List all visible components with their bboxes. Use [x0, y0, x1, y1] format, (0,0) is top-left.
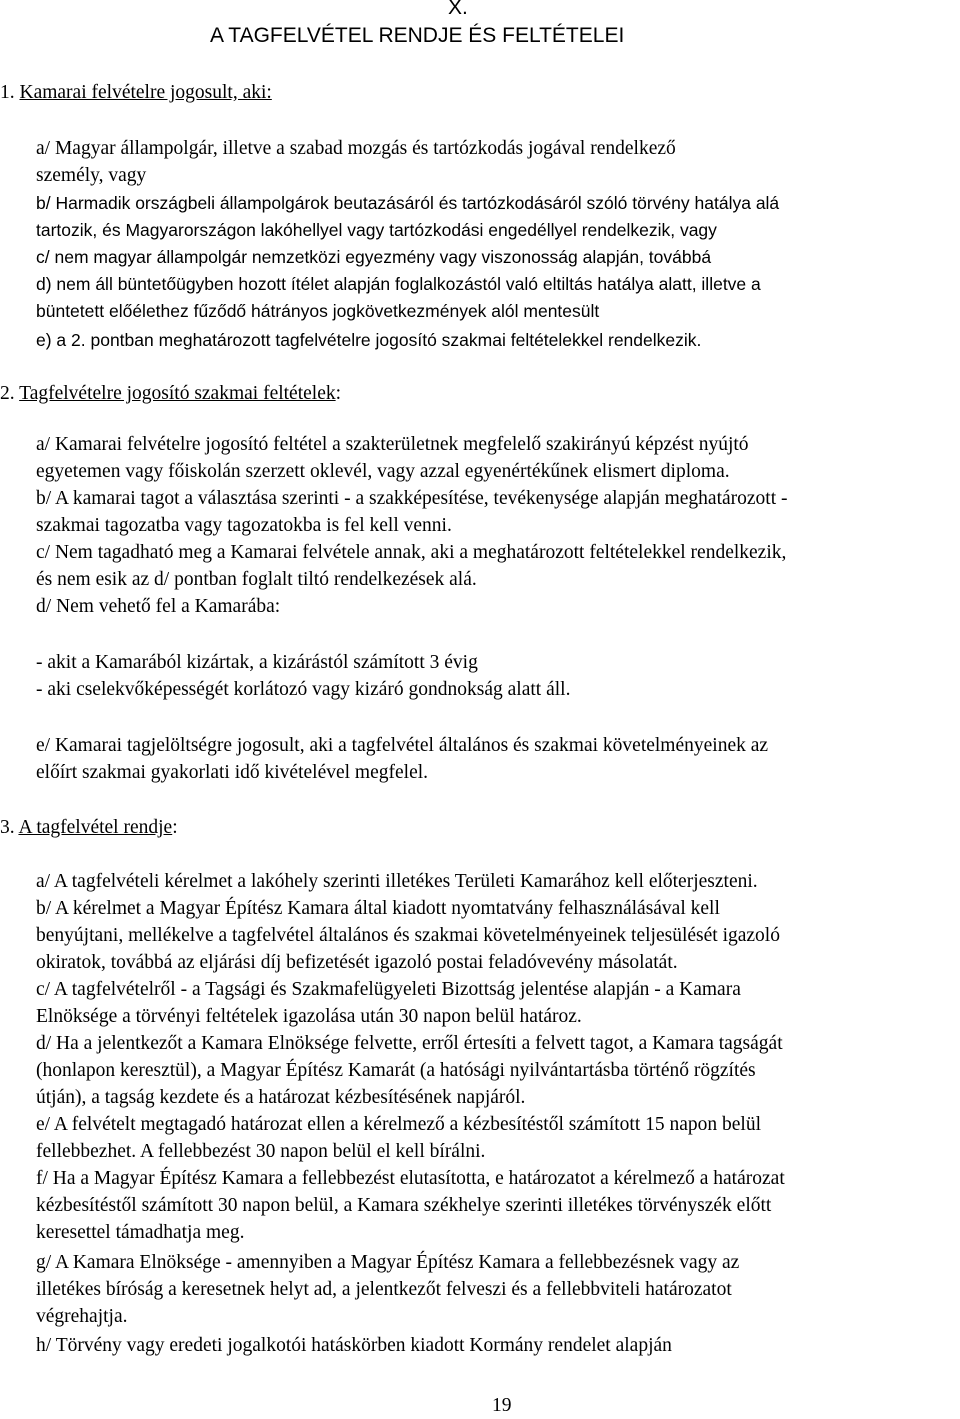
section-2-list-item: - aki cselekvőképességét korlátozó vagy kizáró gondnokság alatt áll. [36, 679, 571, 700]
section-3-line: g/ A Kamara Elnöksége - amennyiben a Magyar Építész Kamara a fellebbezésnek vagy az [36, 1252, 740, 1273]
page-number: 19 [492, 1395, 512, 1416]
section-3-title: A tagfelvétel rendje [18, 817, 173, 838]
section-3-line: benyújtani, mellékelve a tagfelvétel általános és szakmai követelményeinek teljesülését igazoló [36, 925, 780, 946]
section-3-line: a/ A tagfelvételi kérelmet a lakóhely szerinti illetékes Területi Kamarához kell előterjeszteni. [36, 871, 758, 892]
section-1-line: b/ Harmadik országbeli állampolgárok beutazásáról és tartózkodásáról szóló törvény hatálya alá [36, 193, 780, 213]
section-2-line: és nem esik az d/ pontban foglalt tiltó rendelkezések alá. [36, 569, 477, 590]
section-1-title: Kamarai felvételre jogosult, aki: [19, 82, 272, 103]
section-3-line: okiratok, továbbá az eljárási díj befizetését igazoló postai feladóvevény másolatát. [36, 952, 678, 973]
section-3-line: b/ A kérelmet a Magyar Építész Kamara által kiadott nyomtatvány felhasználásával kell [36, 898, 720, 919]
section-3-line: keresettel támadhatja meg. [36, 1222, 245, 1243]
section-1-line: d) nem áll büntetőügyben hozott ítélet alapján foglalkozástól való eltiltás hatálya alatt, illetve a [36, 274, 761, 294]
section-3-line: (honlapon keresztül), a Magyar Építész Kamarát (a hatósági nyilvántartásba történő rögzítés [36, 1060, 756, 1081]
section-3-line: illetékes bíróság a keresetnek helyt ad, a jelentkezőt felveszi és a fellebbviteli határozatot [36, 1279, 732, 1300]
section-2-line: d/ Nem vehető fel a Kamarába: [36, 596, 281, 617]
section-1-line: tartozik, és Magyarországon lakóhellyel vagy tartózkodási engedéllyel rendelkezik, vagy [36, 220, 717, 240]
section-3-line: Elnöksége a törvényi feltételek igazolása után 30 napon belül határoz. [36, 1006, 582, 1027]
section-2-line: szakmai tagozatba vagy tagozatokba is fel kell venni. [36, 515, 452, 536]
section-2-list-item: - akit a Kamarából kizártak, a kizárástól számított 3 évig [36, 652, 478, 673]
section-3-line: f/ Ha a Magyar Építész Kamara a fellebbezést elutasította, e határozatot a kérelmező a határozat [36, 1168, 785, 1189]
section-2-line: a/ Kamarai felvételre jogosító feltétel a szakterületnek megfelelő szakirányú képzést nyújtó [36, 434, 749, 455]
section-2-heading: 2. Tagfelvételre jogosító szakmai feltételek: [0, 383, 342, 404]
section-3-line: kézbesítéstől számított 30 napon belül, a Kamara székhelye szerinti illetékes törvényszék előtt [36, 1195, 772, 1216]
section-2-line: c/ Nem tagadható meg a Kamarai felvétele annak, aki a meghatározott feltételekkel rendelkezik, [36, 542, 787, 563]
page-title: A TAGFELVÉTEL RENDJE ÉS FELTÉTELEI [210, 24, 625, 47]
chapter-number: X. [448, 0, 468, 19]
section-1-line: a/ Magyar állampolgár, illetve a szabad mozgás és tartózkodás jogával rendelkező [36, 138, 676, 159]
section-3-line: d/ Ha a jelentkezőt a Kamara Elnöksége felvette, erről értesíti a felvett tagot, a Kamara tagságát [36, 1033, 783, 1054]
section-3-line: h/ Törvény vagy eredeti jogalkotói hatáskörben kiadott Kormány rendelet alapján [36, 1335, 672, 1356]
section-1-heading [0, 80, 272, 106]
section-3-number: 3. [0, 817, 15, 838]
section-2-line: egyetemen vagy főiskolán szerzett oklevél, vagy azzal egyenértékűnek elismert diploma. [36, 461, 730, 482]
section-1-line: c/ nem magyar állampolgár nemzetközi egyezmény vagy viszonosság alapján, továbbá [36, 247, 712, 267]
section-1-number: 1. [0, 82, 15, 103]
section-3-line: e/ A felvételt megtagadó határozat ellen a kérelmező a kézbesítéstől számított 15 napon belül [36, 1114, 762, 1135]
section-3-heading: 3. A tagfelvétel rendje: [0, 817, 178, 838]
section-1-line: e) a 2. pontban meghatározott tagfelvételre jogosító szakmai feltételekkel rendelkezik. [36, 330, 702, 350]
section-2-line: b/ A kamarai tagot a választása szerinti - a szakképesítése, tevékenysége alapján meghatározott - [36, 488, 788, 509]
section-3-line: végrehajtja. [36, 1306, 128, 1327]
section-2-title: Tagfelvételre jogosító szakmai feltételek [19, 383, 336, 404]
section-3-line: c/ A tagfelvételről - a Tagsági és Szakmafelügyeleti Bizottság jelentése alapján - a Kamara [36, 979, 741, 1000]
section-2-number: 2. [0, 383, 15, 404]
section-2-line: előírt szakmai gyakorlati idő kivételével megfelel. [36, 762, 429, 783]
section-3-line: fellebbezhet. A fellebbezést 30 napon belül el kell bírálni. [36, 1141, 486, 1162]
section-2-line: e/ Kamarai tagjelöltségre jogosult, aki a tagfelvétel általános és szakmai követelményeinek az [36, 735, 769, 756]
section-1-line: személy, vagy [36, 165, 147, 186]
section-3-line: útján), a tagság kezdete és a határozat kézbesítésének napjáról. [36, 1087, 526, 1108]
section-1-line: büntetett előélethez fűződő hátrányos jogkövetkezmények alól mentesült [36, 301, 600, 321]
